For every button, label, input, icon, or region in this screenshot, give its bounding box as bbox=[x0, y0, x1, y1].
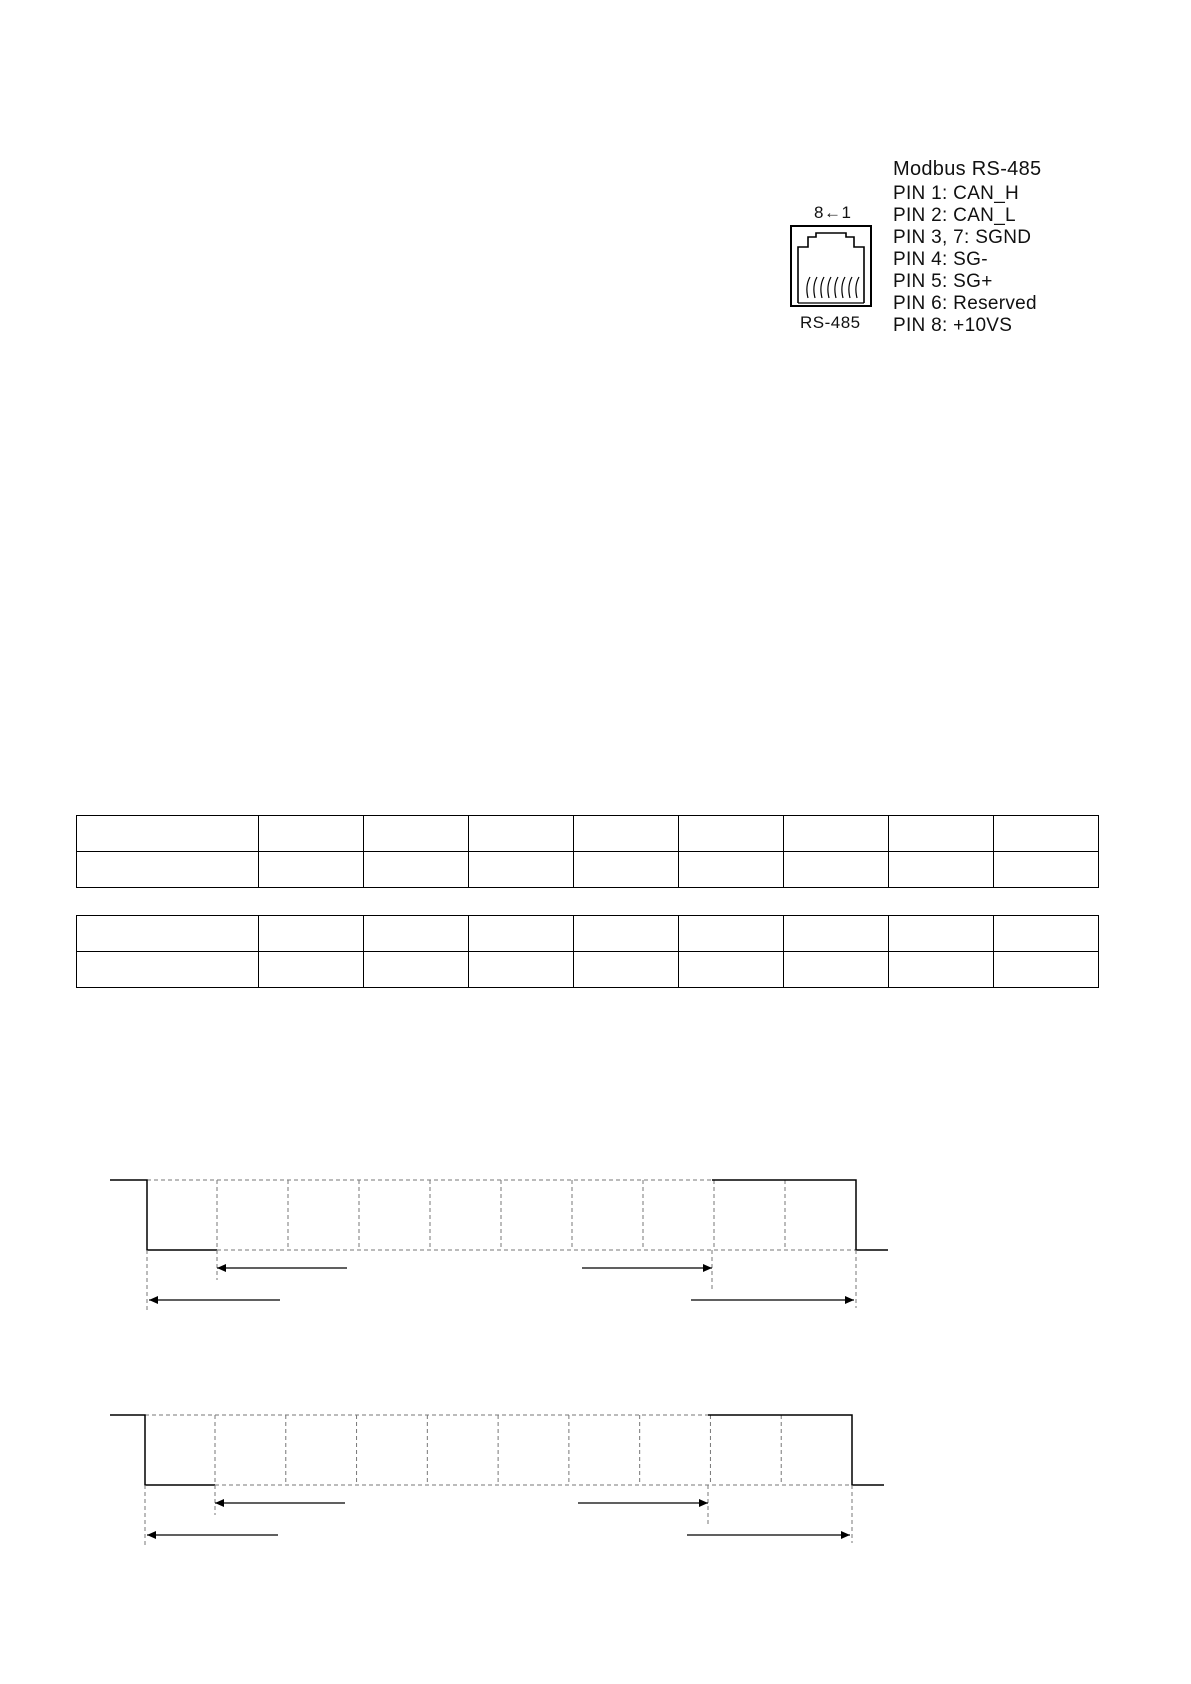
data-bits-arrow-right-head bbox=[699, 1499, 708, 1507]
pin-item: PIN 6: Reserved bbox=[893, 293, 1037, 314]
table-cell bbox=[889, 816, 994, 852]
frame-table-1 bbox=[76, 815, 1099, 888]
table-cell bbox=[469, 916, 574, 952]
data-bits-arrow-right-head bbox=[703, 1264, 712, 1272]
pin-item: PIN 2: CAN_L bbox=[893, 205, 1016, 226]
connector-title: Modbus RS-485 bbox=[893, 158, 1042, 180]
data-bits-arrow-left-head bbox=[217, 1264, 226, 1272]
table-cell bbox=[77, 952, 259, 988]
table-cell bbox=[679, 952, 784, 988]
pin-list bbox=[893, 183, 1037, 337]
frame-arrow-left-head bbox=[149, 1296, 158, 1304]
timing-diagram-1 bbox=[110, 1160, 910, 1320]
table-cell bbox=[679, 916, 784, 952]
table-cell bbox=[364, 852, 469, 888]
table-row bbox=[77, 916, 1099, 952]
pin-item: PIN 3, 7: SGND bbox=[893, 227, 1032, 248]
table-cell bbox=[679, 852, 784, 888]
table-cell bbox=[889, 952, 994, 988]
table-cell bbox=[259, 816, 364, 852]
pin-item: PIN 8: +10VS bbox=[893, 315, 1013, 336]
table-cell bbox=[994, 852, 1099, 888]
table-cell bbox=[364, 952, 469, 988]
table-cell bbox=[574, 816, 679, 852]
rj45-port-icon bbox=[788, 223, 874, 309]
pin-item: PIN 4: SG- bbox=[893, 249, 988, 270]
signal-waveform bbox=[110, 1180, 888, 1250]
pin-order-label: 8←1 bbox=[814, 203, 852, 222]
table-cell bbox=[77, 916, 259, 952]
data-bits-arrow-left-head bbox=[215, 1499, 224, 1507]
table-cell bbox=[77, 852, 259, 888]
table-cell bbox=[364, 816, 469, 852]
table-cell bbox=[994, 952, 1099, 988]
table-cell bbox=[889, 852, 994, 888]
pin-item: PIN 1: CAN_H bbox=[893, 183, 1020, 204]
table-cell bbox=[574, 916, 679, 952]
table-row bbox=[77, 852, 1099, 888]
frame-table-2 bbox=[76, 915, 1099, 988]
table-cell bbox=[259, 916, 364, 952]
timing-diagram-2 bbox=[110, 1395, 910, 1555]
table-cell bbox=[889, 916, 994, 952]
frame-arrow-right-head bbox=[845, 1296, 854, 1304]
signal-waveform bbox=[110, 1415, 884, 1485]
table-cell bbox=[364, 916, 469, 952]
table-cell bbox=[784, 852, 889, 888]
table-cell bbox=[77, 816, 259, 852]
table-cell bbox=[994, 816, 1099, 852]
table-cell bbox=[784, 816, 889, 852]
table-cell bbox=[574, 952, 679, 988]
table-cell bbox=[469, 952, 574, 988]
table-cell bbox=[574, 852, 679, 888]
table-cell bbox=[469, 816, 574, 852]
table-cell bbox=[994, 916, 1099, 952]
table-row bbox=[77, 952, 1099, 988]
table-cell bbox=[679, 816, 784, 852]
frame-arrow-left-head bbox=[147, 1531, 156, 1539]
table-row bbox=[77, 816, 1099, 852]
frame-arrow-right-head bbox=[841, 1531, 850, 1539]
table-cell bbox=[259, 852, 364, 888]
table-cell bbox=[259, 952, 364, 988]
table-cell bbox=[784, 916, 889, 952]
pin-item: PIN 5: SG+ bbox=[893, 271, 993, 292]
table-cell bbox=[469, 852, 574, 888]
table-cell bbox=[784, 952, 889, 988]
port-label: RS-485 bbox=[800, 313, 861, 332]
